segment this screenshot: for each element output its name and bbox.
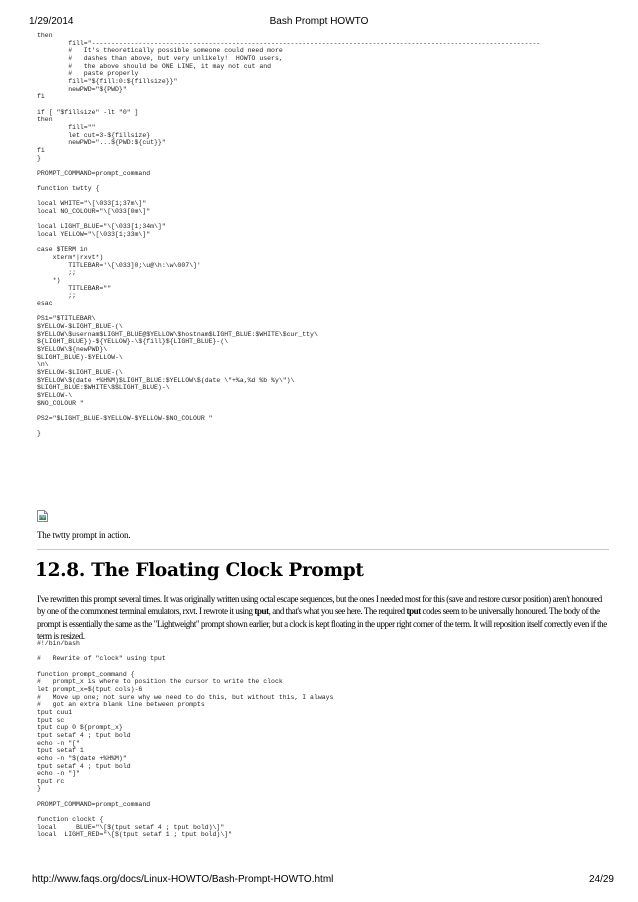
code-block-twtty: then fill="------------------------------------------------------------------------------------------------------------------- # It's theoretically possible someone could need more # dashes than above, but very unlikely! HOWTO users, # the above should be ONE LINE, it may not cut and # paste properly fill="${fill:0:${fillsize}}" newPWD="${PWD}" fi if [ "$fillsize" -lt "0" ] then fill="" let cut=3-${fillsize} newPWD="...${PWD:${cut}}" fi } PROMPT_COMMAND=prompt_command function twtty { local WHITE="\[\033[1;37m\]" local NO_COLOUR="\[\033[0m\]" local LIGHT_BLUE="\[\033[1;34m\]" local YELLOW="\[\033[1;33m\]" case $TERM in xterm*|rxvt*) TITLEBAR='\[\033]0;\u@\h:\w\007\]' ;; *) TITLEBAR="" ;; esac PS1="$TITLEBAR\ $YELLOW-$LIGHT_BLUE-(\ $YELLOW\$usernam$LIGHT_BLUE@$YELLOW\$hostnam$LIGHT_BLUE:$WHITE\$cur_tty\ ${LIGHT_BLUE})-${YELLOW}-\${fill}${LIGHT_BLUE}-(\ $YELLOW\${newPWD}\ $LIGHT_BLUE)-$YELLOW-\ \n\ $YELLOW-$LIGHT_BLUE-(\ $YELLOW\$(date +%H%M)$LIGHT_BLUE:$YELLOW\$(date \"+%a,%d %b %y\")\ $LIGHT_BLUE:$WHITE\$$LIGHT_BLUE)-\ $YELLOW-\ $NO_COLOUR " PS2="$LIGHT_BLUE-$YELLOW-$YELLOW-$NO_COLOUR " } <box>37 32 541 438</box>
document-title: Bash Prompt HOWTO <box>269 16 369 27</box>
tput-term-2: tput <box>406 606 421 617</box>
source-url: http://www.faqs.org/docs/Linux-HOWTO/Bash-Prompt-HOWTO.html <box>32 874 334 885</box>
page-footer <box>24 874 614 888</box>
broken-image-icon <box>37 510 48 522</box>
tput-term-1: tput <box>254 606 269 617</box>
section-paragraph <box>37 593 609 643</box>
page-header <box>24 16 614 30</box>
paragraph-text-1: I've rewritten this prompt several times. It was originally written using octal escape sequences, but the ones I needed most for this (save and restore cursor position) aren't honoured by one of the commonest terminal emulators, rxvt. I rewrote it using <box>37 594 602 617</box>
print-date: 1/29/2014 <box>29 16 74 27</box>
paragraph-text-3: codes seem to be universally honoured. The body of the prompt is essentially the same as the "Lightweight" prompt shown earlier, but a clock is kept floating in the upper right corner of the term. It will reposition itself correctly even if the term is resized. <box>37 606 607 642</box>
code-block-clock: #!/bin/bash # Rewrite of "clock" using tput function prompt_command { # prompt_x is where to position the cursor to write the clock let prompt_x=$(tput cols)-6 # Move up one; not sure why we need to do this, but without this, I always # got an extra blank line between prompts tput cuu1 tput sc tput cup 0 ${prompt_x} tput setaf 4 ; tput bold echo -n "[" tput setaf 1 echo -n "$(date +%H%M)" tput setaf 4 ; tput bold echo -n "]" tput rc } PROMPT_COMMAND=prompt_command function clockt { local BLUE="\[$(tput setaf 4 ; tput bold)\]" local LIGHT_RED="\[$(tput setaf 1 ; tput bold)\]" <box>37 640 334 839</box>
paragraph-text-2: , and that's what you see here. The required <box>268 606 407 617</box>
section-divider <box>37 549 609 550</box>
image-caption: The twtty prompt in action. <box>37 530 131 540</box>
section-heading: 12.8. The Floating Clock Prompt <box>35 560 364 581</box>
page-number: 24/29 <box>588 874 614 885</box>
